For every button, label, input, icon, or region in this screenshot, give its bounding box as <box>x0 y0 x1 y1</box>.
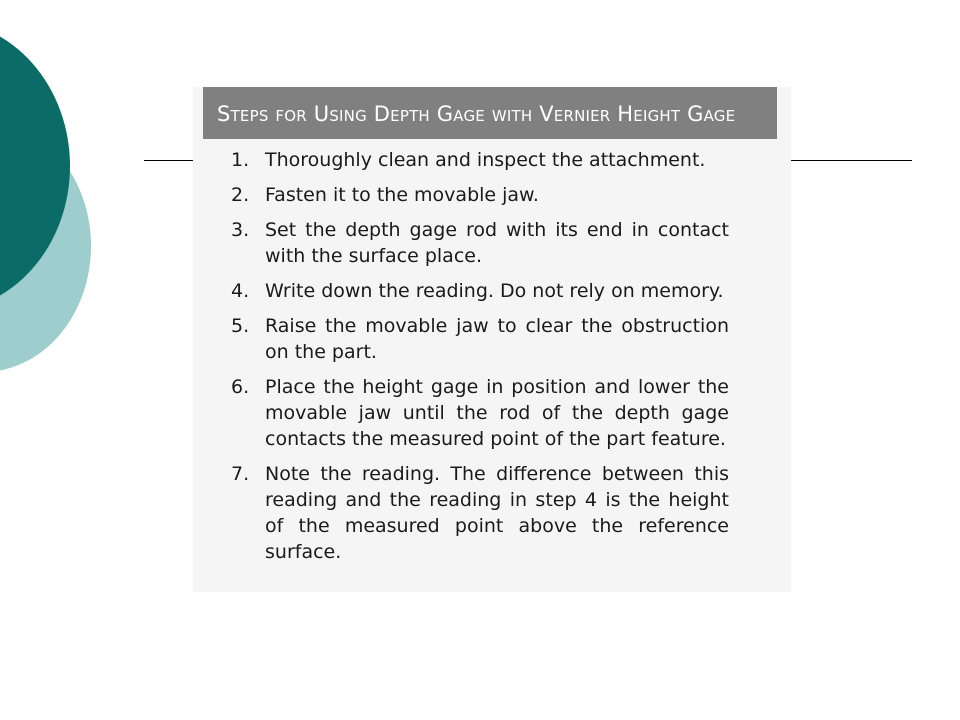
step-text: Set the depth gage rod with its end in contact with the surface place. <box>265 219 729 267</box>
rule-left <box>144 160 196 161</box>
step-number: 5. <box>231 315 250 337</box>
step-text: Write down the reading. Do not rely on memory. <box>265 280 724 302</box>
list-item <box>231 374 729 452</box>
step-number: 4. <box>231 280 250 302</box>
steps-list <box>231 147 729 574</box>
step-number: 7. <box>231 463 250 485</box>
step-number: 3. <box>231 219 250 241</box>
list-item <box>231 461 729 565</box>
step-number: 1. <box>231 149 250 171</box>
list-item <box>231 147 729 173</box>
step-number: 2. <box>231 184 250 206</box>
panel-title: Steps for Using Depth Gage with Vernier Height Gage <box>203 87 777 139</box>
step-text: Place the height gage in position and lower the movable jaw until the rod of the depth gage contacts the measured point of the part feature. <box>265 376 729 450</box>
step-text: Fasten it to the movable jaw. <box>265 184 539 206</box>
step-number: 6. <box>231 376 250 398</box>
step-text: Note the reading. The difference between this reading and the reading in step 4 is the height of the measured point above the reference surface. <box>265 463 729 563</box>
rule-right <box>790 160 912 161</box>
step-text: Raise the movable jaw to clear the obstruction on the part. <box>265 315 729 363</box>
list-item <box>231 182 729 208</box>
list-item <box>231 278 729 304</box>
list-item <box>231 313 729 365</box>
list-item <box>231 217 729 269</box>
steps-panel <box>193 87 791 592</box>
step-text: Thoroughly clean and inspect the attachment. <box>265 149 706 171</box>
